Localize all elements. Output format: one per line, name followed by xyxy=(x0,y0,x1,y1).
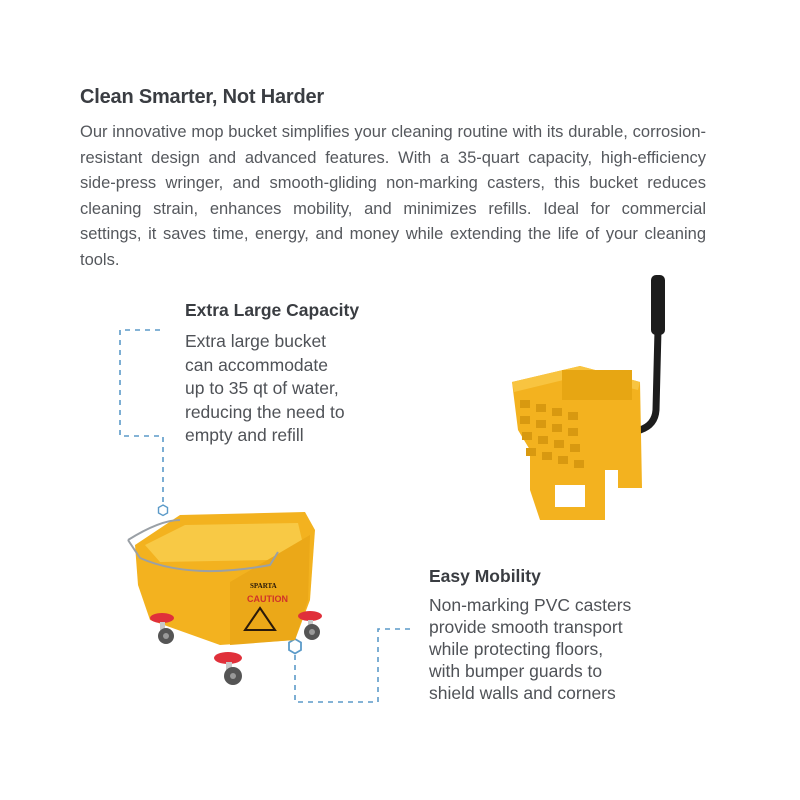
feature-line: Extra large bucket xyxy=(185,331,327,351)
feature-line: shield walls and corners xyxy=(429,683,616,703)
feature-title-mobility: Easy Mobility xyxy=(429,566,541,586)
feature-line: with bumper guards to xyxy=(429,661,603,681)
feature-title-capacity: Extra Large Capacity xyxy=(185,300,360,320)
wringer-handle-grip xyxy=(651,275,665,335)
feature-line: can accommodate xyxy=(185,354,328,375)
mop-bucket-image xyxy=(120,490,340,700)
feature-line: while protecting floors, xyxy=(429,639,604,659)
feature-line: empty and refill xyxy=(185,425,304,445)
intro-paragraph: Our innovative mop bucket simplifies your cleaning routine with its durable, corrosion-resistant design and advanced features. With a 35-quart capacity, high-efficiency side-press wringer, and smooth-gliding non-marking casters, this bucket reduces cleaning strain, enhances mobility, and minimizes refills. Ideal for commercial settings, it saves time, energy, and money while extending the life of your cleaning tools. xyxy=(80,123,706,269)
feature-line: Non-marking PVC casters xyxy=(429,595,632,615)
bucket-brand-label: SPARTA xyxy=(250,582,277,590)
feature-line: up to 35 qt of water, xyxy=(185,378,339,398)
feature-line: reducing the need to xyxy=(185,401,345,422)
bucket-caution-label: CAUTION xyxy=(247,594,288,604)
capacity-connector-line xyxy=(120,330,163,505)
page-title: Clean Smarter, Not Harder xyxy=(80,86,324,108)
wringer-image xyxy=(500,270,680,530)
feature-line: provide smooth transport xyxy=(429,617,623,637)
